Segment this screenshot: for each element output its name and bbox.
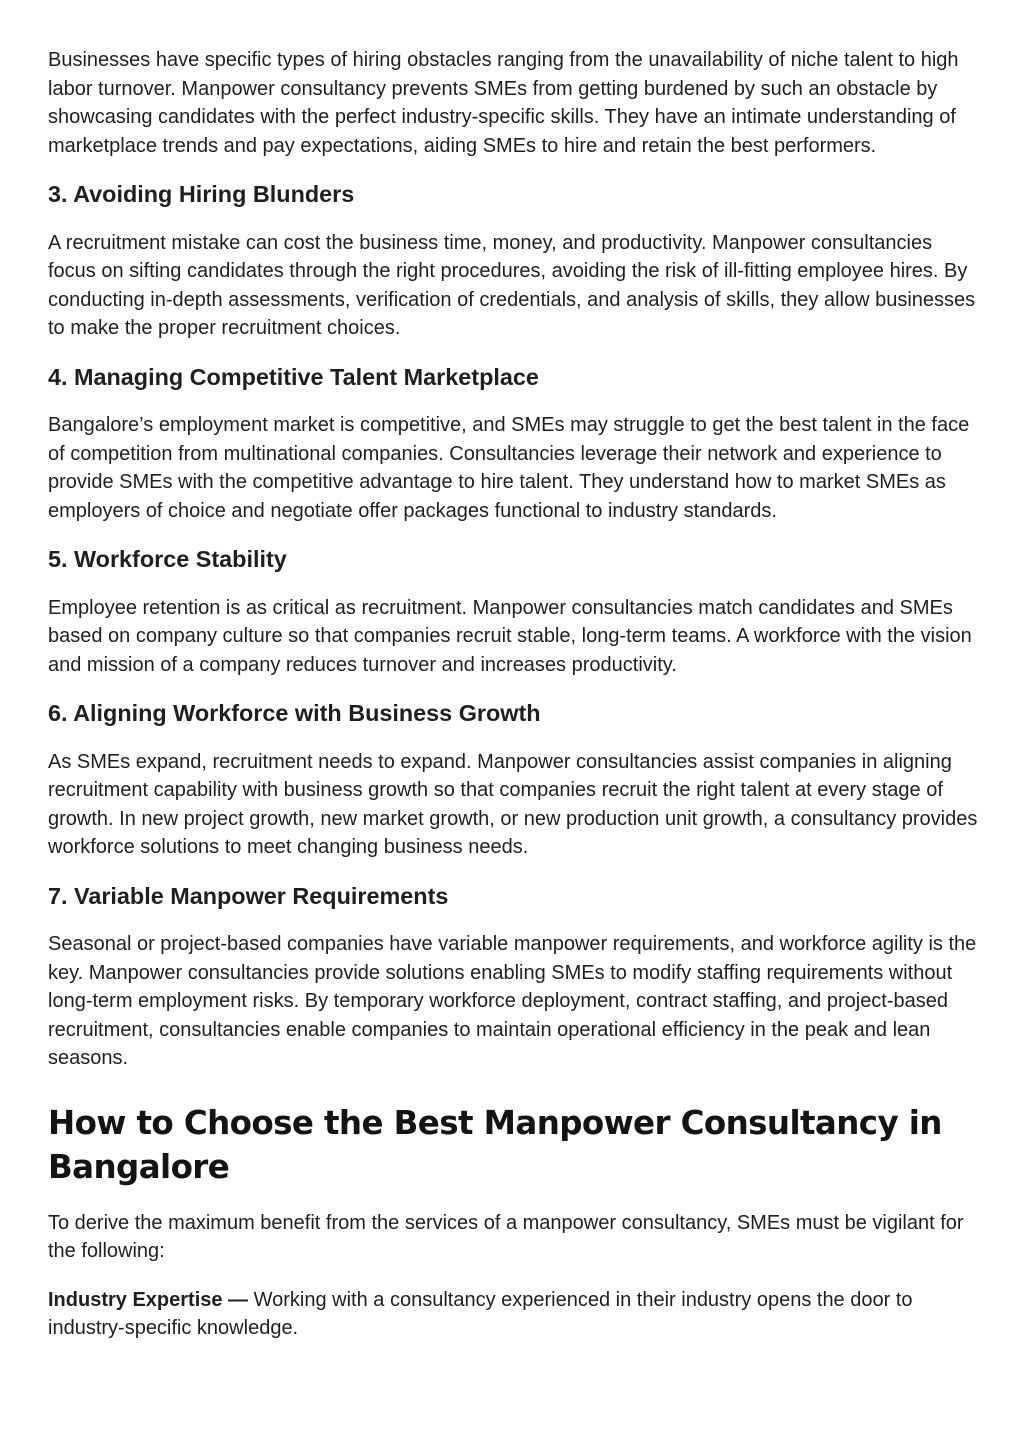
- item-lead-label: Industry Expertise —: [48, 1288, 249, 1311]
- section-heading-avoiding-hiring-blunders: 3. Avoiding Hiring Blunders: [48, 181, 355, 207]
- section-body-avoiding-hiring-blunders: A recruitment mistake can cost the business time, money, and productivity. Manpower consultancies focus on sifting candidates through the right procedures, avoiding the risk of ill-fitting employee hires. By conducting in-depth assessments, verification of credentials, and analysis of skills, they allow businesses to make the proper recruitment choices.: [48, 231, 976, 339]
- choose-consultancy-intro: To derive the maximum benefit from the services of a manpower consultancy, SMEs must be vigilant for the following:: [48, 1211, 964, 1262]
- intro-paragraph: Businesses have specific types of hiring obstacles ranging from the unavailability of niche talent to high labor turnover. Manpower consultancy prevents SMEs from getting burdened by such an obstacle by showcasing candidates with the perfect industry-specific skills. They have an intimate understanding of marketplace trends and pay expectations, aiding SMEs to hire and retain the best performers.: [48, 49, 959, 157]
- section-body-aligning-workforce: As SMEs expand, recruitment needs to expand. Manpower consultancies assist companies in aligning recruitment capability with business growth so that companies recruit the right talent at every stage of growth. In new project growth, new market growth, or new production unit growth, a consultancy provides workforce solutions to meet changing business needs.: [48, 750, 978, 858]
- article-body: [48, 46, 978, 1363]
- section-body-variable-manpower: Seasonal or project-based companies have variable manpower requirements, and workforce agility is the key. Manpower consultancies provide solutions enabling SMEs to modify staffing requirements without long-term employment risks. By temporary workforce deployment, contract staffing, and project-based recruitment, consultancies enable companies to maintain operational efficiency in the peak and lean seasons.: [48, 933, 977, 1069]
- section-heading-aligning-workforce: 6. Aligning Workforce with Business Growth: [48, 700, 541, 726]
- section-body-workforce-stability: Employee retention is as critical as recruitment. Manpower consultancies match candidates and SMEs based on company culture so that companies recruit stable, long-term teams. A workforce with the vision and mission of a company reduces turnover and increases productivity.: [48, 596, 972, 676]
- section-body-competitive-talent: Bangalore’s employment market is competitive, and SMEs may struggle to get the best talent in the face of competition from multinational companies. Consultancies leverage their network and experience to provide SMEs with the competitive advantage to hire talent. They understand how to market SMEs as employers of choice and negotiate offer packages functional to industry standards.: [48, 414, 970, 522]
- choose-consultancy-title: How to Choose the Best Manpower Consultancy in Bangalore: [48, 1103, 942, 1186]
- section-heading-variable-manpower: 7. Variable Manpower Requirements: [48, 882, 449, 909]
- section-heading-workforce-stability: 5. Workforce Stability: [48, 546, 287, 572]
- section-heading-competitive-talent: 4. Managing Competitive Talent Marketplace: [48, 363, 539, 390]
- list-item-industry-expertise: [48, 1286, 978, 1343]
- item-description: Working with a consultancy experienced in their industry opens the door to industry-specific knowledge.: [48, 1288, 913, 1339]
